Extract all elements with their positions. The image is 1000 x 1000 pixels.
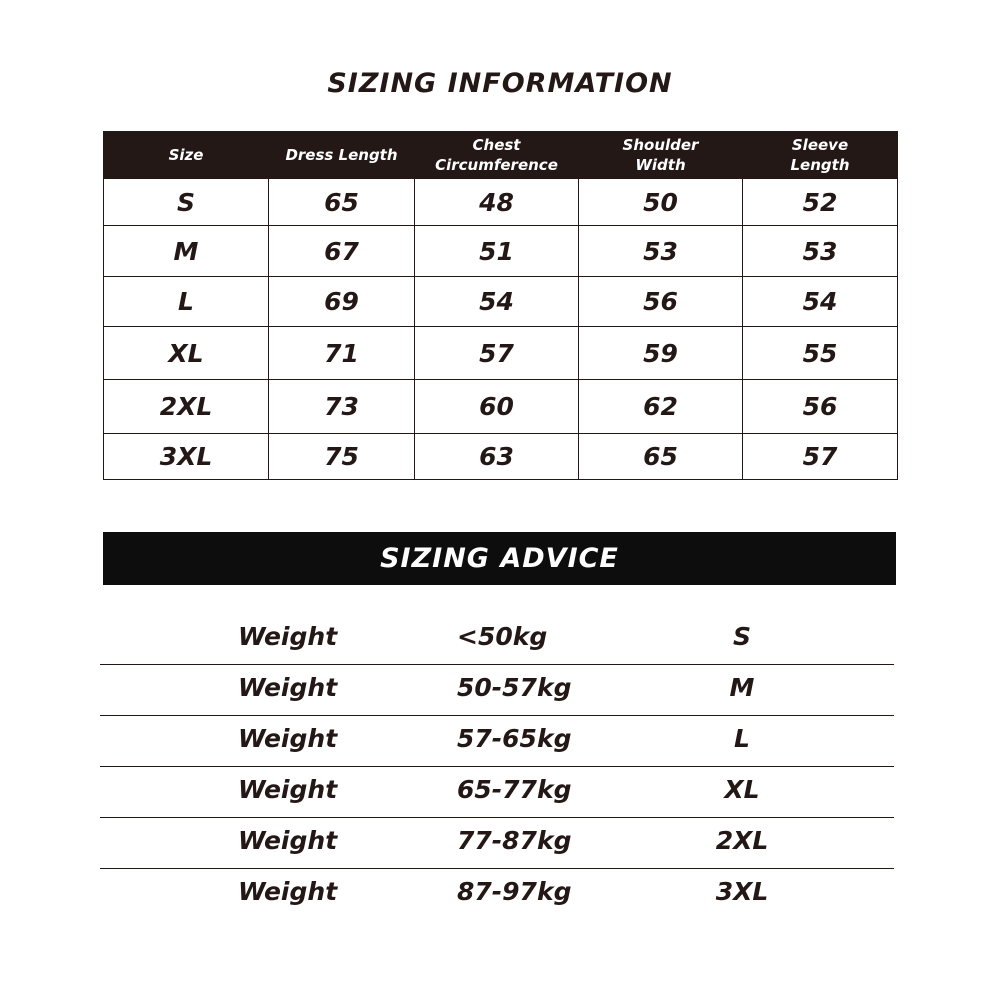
cell-sleeve: 52 xyxy=(743,179,898,226)
header-label: Width xyxy=(635,156,686,174)
list-item xyxy=(100,716,894,767)
header-label: Shoulder xyxy=(622,136,699,154)
cell-dress-length: 75 xyxy=(269,434,415,480)
table-row xyxy=(104,277,898,327)
advice-label: Weight xyxy=(238,622,338,651)
sizing-advice-title: SIZING ADVICE xyxy=(380,543,619,574)
sizing-advice-banner xyxy=(103,532,896,585)
cell-sleeve: 54 xyxy=(743,277,898,327)
cell-dress-length: 65 xyxy=(269,179,415,226)
advice-weight-range: 77-87kg xyxy=(457,826,572,855)
advice-weight-range: <50kg xyxy=(457,622,548,651)
header-dress-length xyxy=(269,132,415,179)
cell-size: 3XL xyxy=(104,434,269,480)
advice-label: Weight xyxy=(238,775,338,804)
cell-dress-length: 69 xyxy=(269,277,415,327)
cell-chest: 51 xyxy=(415,226,579,277)
cell-dress-length: 73 xyxy=(269,380,415,434)
cell-sleeve: 53 xyxy=(743,226,898,277)
advice-label: Weight xyxy=(238,877,338,906)
header-size xyxy=(104,132,269,179)
list-item xyxy=(100,767,894,818)
advice-size: M xyxy=(729,673,755,702)
header-label: Circumference xyxy=(435,156,558,174)
sizing-advice-list xyxy=(100,614,894,919)
cell-size: 2XL xyxy=(104,380,269,434)
cell-shoulder: 65 xyxy=(579,434,743,480)
cell-size: M xyxy=(104,226,269,277)
cell-size: XL xyxy=(104,327,269,380)
advice-weight-range: 65-77kg xyxy=(457,775,572,804)
table-row xyxy=(104,226,898,277)
header-sleeve-length xyxy=(743,132,898,179)
cell-sleeve: 57 xyxy=(743,434,898,480)
list-item xyxy=(100,869,894,919)
cell-shoulder: 50 xyxy=(579,179,743,226)
cell-shoulder: 62 xyxy=(579,380,743,434)
list-item xyxy=(100,614,894,665)
cell-chest: 54 xyxy=(415,277,579,327)
cell-sleeve: 55 xyxy=(743,327,898,380)
list-item xyxy=(100,665,894,716)
sizing-information-title: SIZING INFORMATION xyxy=(327,68,673,99)
advice-label: Weight xyxy=(238,826,338,855)
header-label: Length xyxy=(790,156,850,174)
cell-shoulder: 59 xyxy=(579,327,743,380)
advice-label: Weight xyxy=(238,724,338,753)
advice-weight-range: 50-57kg xyxy=(457,673,572,702)
table-row xyxy=(104,327,898,380)
table-row xyxy=(104,380,898,434)
cell-dress-length: 67 xyxy=(269,226,415,277)
advice-label: Weight xyxy=(238,673,338,702)
advice-size: XL xyxy=(724,775,760,804)
table-row xyxy=(104,434,898,480)
cell-chest: 63 xyxy=(415,434,579,480)
advice-size: 3XL xyxy=(715,877,769,906)
header-label: Chest xyxy=(472,136,521,154)
cell-sleeve: 56 xyxy=(743,380,898,434)
cell-chest: 48 xyxy=(415,179,579,226)
size-chart-table xyxy=(103,131,898,480)
header-label: Sleeve xyxy=(791,136,849,154)
cell-chest: 57 xyxy=(415,327,579,380)
size-chart-header-row xyxy=(104,132,898,179)
cell-size: S xyxy=(104,179,269,226)
advice-size: S xyxy=(732,622,751,651)
cell-size: L xyxy=(104,277,269,327)
header-label: Dress Length xyxy=(285,146,398,164)
cell-chest: 60 xyxy=(415,380,579,434)
table-row xyxy=(104,179,898,226)
header-chest-circumference xyxy=(415,132,579,179)
header-shoulder-width xyxy=(579,132,743,179)
cell-shoulder: 53 xyxy=(579,226,743,277)
list-item xyxy=(100,818,894,869)
advice-size: L xyxy=(734,724,750,753)
advice-weight-range: 87-97kg xyxy=(457,877,572,906)
advice-size: 2XL xyxy=(715,826,769,855)
advice-weight-range: 57-65kg xyxy=(457,724,572,753)
header-label: Size xyxy=(168,146,204,164)
cell-dress-length: 71 xyxy=(269,327,415,380)
cell-shoulder: 56 xyxy=(579,277,743,327)
